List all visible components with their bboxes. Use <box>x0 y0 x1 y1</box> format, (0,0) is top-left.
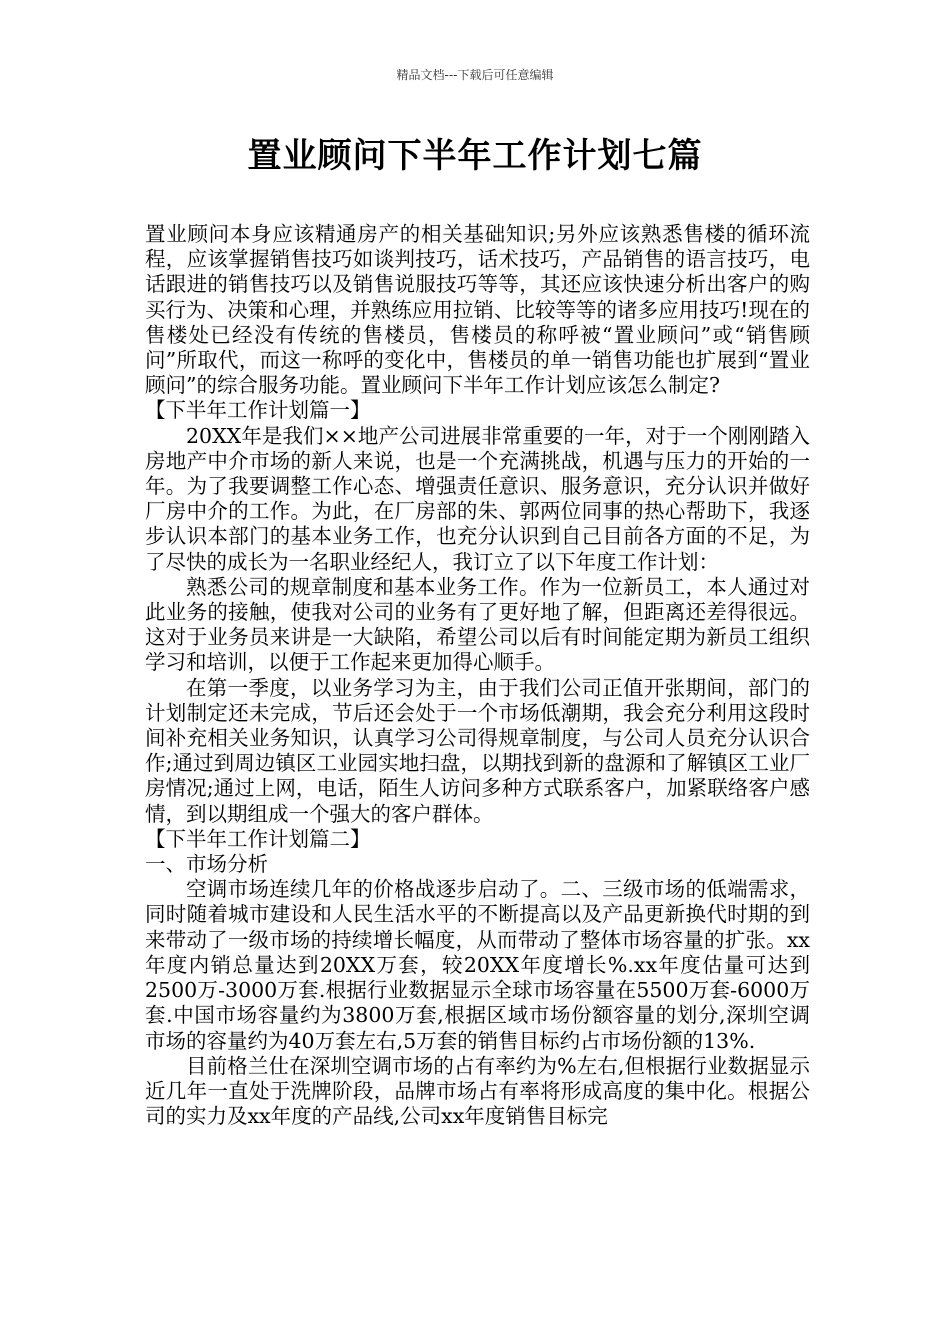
part1-paragraph-3: 在第一季度，以业务学习为主，由于我们公司正值开张期间，部门的计划制定还未完成，节后还会处于一个市场低潮期，我会充分利用这段时间补充相关业务知识，认真学习公司得规章制度，与公司人员充分认识合作;通过到周边镇区工业园实地扫盘，以期找到新的盘源和了解镇区工业厂房情况;通过上网，电话，陌生人访问多种方式联系客户，加紧联络客户感情，到以期组成一个强大的客户群体。 <box>145 675 810 826</box>
part2-paragraph-2: 目前格兰仕在深圳空调市场的占有率约为%左右,但根据行业数据显示近几年一直处于洗牌阶段，品牌市场占有率将形成高度的集中化。根据公司的实力及xx年度的产品线,公司xx年度销售目标完 <box>145 1053 810 1129</box>
intro-paragraph: 置业顾问本身应该精通房产的相关基础知识;另外应该熟悉售楼的循环流程，应该掌握销售技巧如谈判技巧，话术技巧，产品销售的语言技巧，电话跟进的销售技巧以及销售说服技巧等等，其还应该快速分析出客户的购买行为、决策和心理，并熟练应用拉销、比较等等的诸多应用技巧!现在的售楼处已经没有传统的售楼员，售楼员的称呼被“置业顾问”或“销售顾问”所取代，而这一称呼的变化中，售楼员的单一销售功能也扩展到“置业顾问”的综合服务功能。置业顾问下半年工作计划应该怎么制定? <box>145 222 810 398</box>
section-heading-part2: 【下半年工作计划篇二】 <box>145 826 371 851</box>
part1-paragraph-2: 熟悉公司的规章制度和基本业务工作。作为一位新员工，本人通过对此业务的接触，使我对公司的业务有了更好地了解，但距离还差得很远。这对于业务员来讲是一大缺陷，希望公司以后有时间能定期为新员工组织学习和培训，以便于工作起来更加得心顺手。 <box>145 574 810 675</box>
part1-paragraph-1: 20XX年是我们××地产公司进展非常重要的一年，对于一个刚刚踏入房地产中介市场的新人来说，也是一个充满挑战，机遇与压力的开始的一年。为了我要调整工作心态、增强责任意识、服务意识，充分认识并做好厂房中介的工作。为此，在厂房部的朱、郭两位同事的热心帮助下，我逐步认识本部门的基本业务工作，也充分认识到自己目前各方面的不足，为了尽快的成长为一名职业经纪人，我订立了以下年度工作计划： <box>145 423 810 574</box>
document-body <box>145 222 810 1129</box>
part2-paragraph-1: 空调市场连续几年的价格战逐步启动了。二、三级市场的低端需求，同时随着城市建设和人民生活水平的不断提高以及产品更新换代时期的到来带动了一级市场的持续增长幅度，从而带动了整体市场容量的扩张。xx年度内销总量达到20XX万套，较20XX年度增长%.xx年度估量可达到2500万-3000万套.根据行业数据显示全球市场容量在5500万套-6000万套.中国市场容量约为3800万套,根据区域市场份额容量的划分,深圳空调市场的容量约为40万套左右,5万套的销售目标约占市场份额的13%. <box>145 877 810 1053</box>
section-heading-part1: 【下半年工作计划篇一】 <box>145 398 371 423</box>
watermark-header: 精品文档---下载后可任意编辑 <box>396 68 554 82</box>
subheading-market-analysis: 一、市场分析 <box>145 852 268 877</box>
page-title: 置业顾问下半年工作计划七篇 <box>247 136 703 176</box>
